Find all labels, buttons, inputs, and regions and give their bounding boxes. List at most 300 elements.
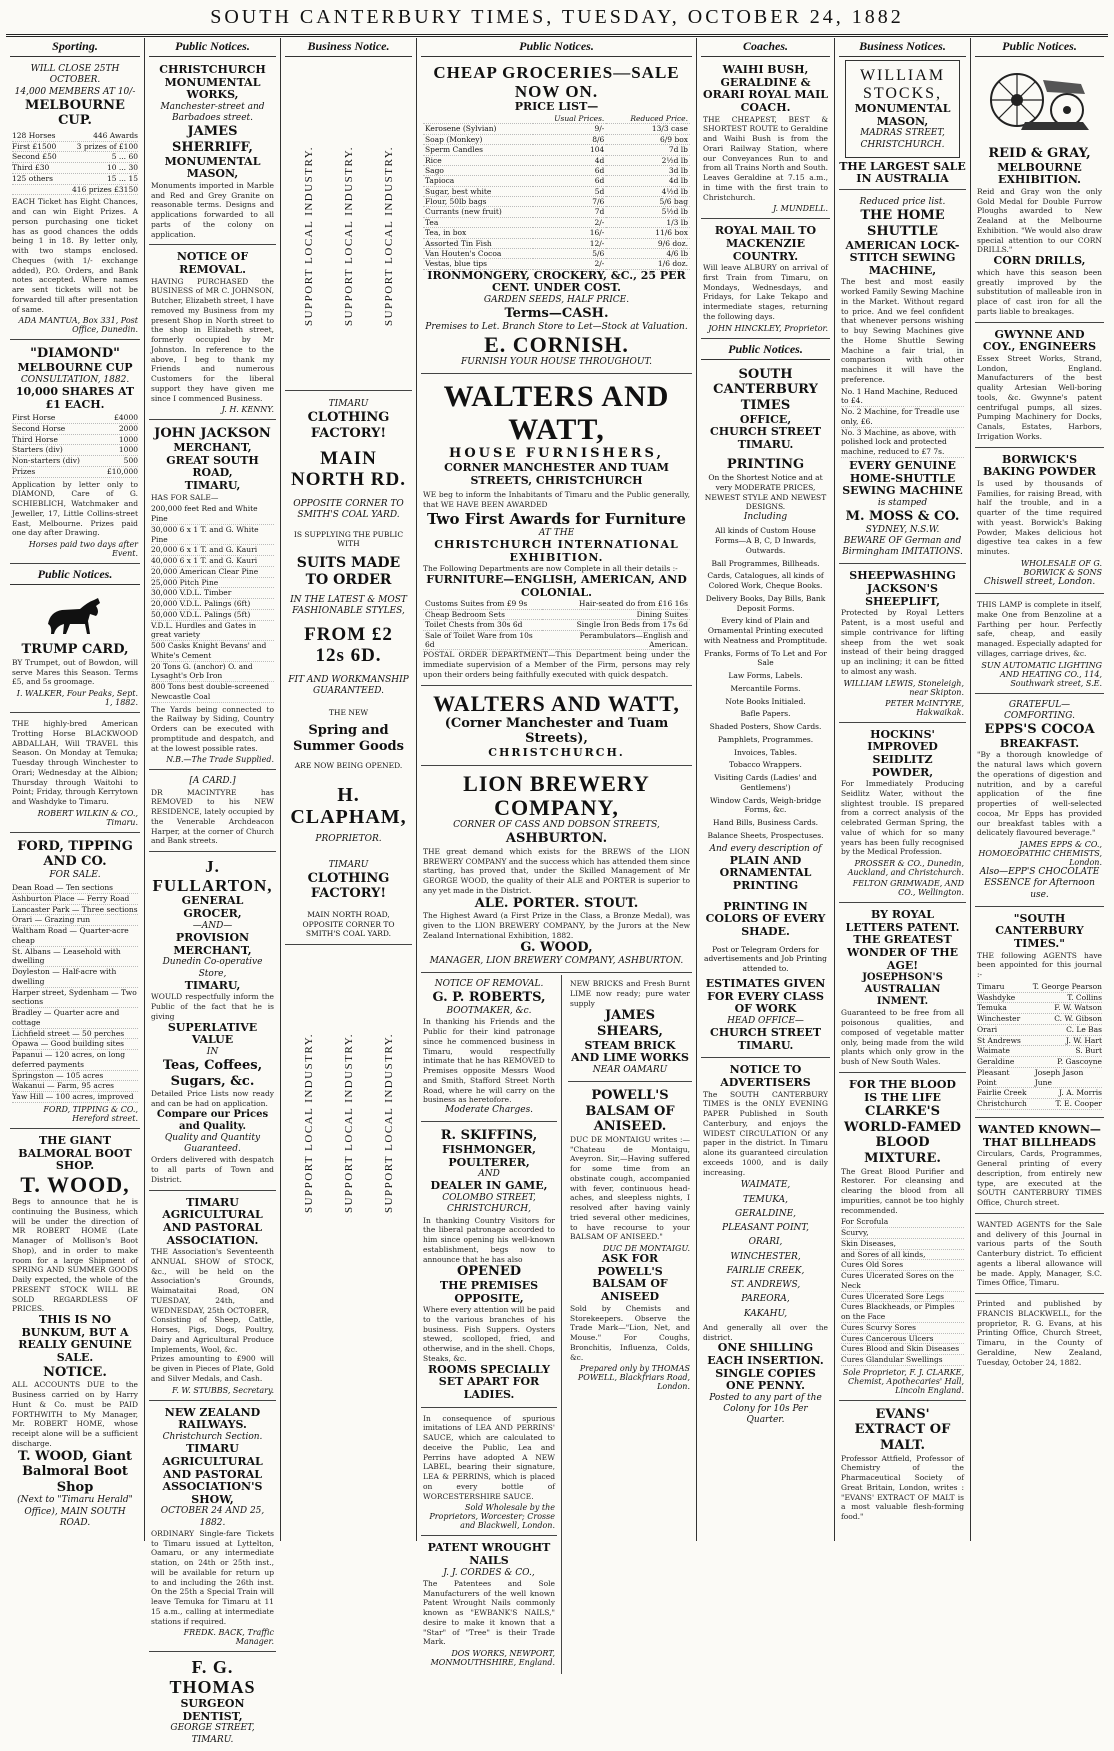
district-name: GERALDINE,: [734, 1208, 797, 1219]
diamond-table: [12, 413, 138, 478]
factory-road: MAIN NORTH RD.: [291, 448, 406, 491]
agent-row-cell: S. Burt: [1075, 1046, 1102, 1056]
waihi-title: WAIHI BUSH, GERALDINE & ORARI ROYAL MAIL COACH.: [703, 63, 828, 114]
factory-town: TIMARU: [328, 399, 369, 409]
price-row-cell: 5/6: [533, 248, 607, 258]
prize-row: [12, 163, 138, 174]
sauce-body: In consequence of spurious imitations of LEA AND PERRINS' SAUCE, which are calculated to deceive the Public, Lea and Perrins have adopted A NEW LABEL, bearing their signature, LEA & PERRINS, which is placed on every bottle of WORCESTERSHIRE SAUCE.: [423, 1413, 555, 1501]
printer-imprint: Printed and published by FRANCIS BLACKWELL, for the proprietor, R. G. Evans, at his Printing Office, Church Street, Timaru, in the County of Geraldine, New Zealand, Tuesday, October 24, 1882.: [977, 1299, 1102, 1367]
office-plain: PLAIN AND ORNAMENTAL PRINTING: [719, 853, 812, 893]
cure-item: Cures Blackheads, or Pimples on the Face: [841, 1302, 964, 1323]
hockins-title: HOCKINS' IMPROVED SEIDLITZ POWDER,: [867, 727, 938, 779]
clothing-factory-ad: [285, 390, 412, 945]
sheriff-body: Monuments imported in Marble and Red and Grey Granite on reasonable terms. Designs and applications forwarded to all parts of the colony on application.: [151, 180, 274, 239]
vertical-banner-bottom: [285, 947, 412, 1277]
cure-item: Cures Scurvy Sores: [841, 1323, 964, 1334]
prize-row-cell: Starters (div): [12, 445, 63, 455]
railways-title: NEW ZEALAND RAILWAYS.: [164, 1405, 261, 1432]
skiffins-sub: FISHMONGER, POULTERER,: [442, 1142, 536, 1169]
agri-body: THE Association's Seventeenth ANNUAL SHOW of STOCK, &c., will be held on the Association's Grounds, Waimataitai Road, ON TUESDAY, 24th, and WEDNESDAY, 25th OCTOBER,: [151, 1247, 274, 1315]
office-estimates: ESTIMATES GIVEN FOR EVERY CLASS OF WORK: [705, 976, 826, 1016]
office-and: And every description of: [709, 843, 822, 854]
shuttle-title: THE HOME SHUTTLE: [860, 208, 945, 239]
roberts-charges: Moderate Charges.: [444, 1105, 534, 1116]
walters2-title: WALTERS AND WATT,: [433, 690, 680, 716]
service-item: Note Books Initialed.: [725, 696, 806, 706]
timber-item: 800 Tons best double-screened Newcastle Coal: [151, 682, 274, 703]
price-row-cell: Usual Prices.: [533, 114, 607, 124]
macintyre-body: DR MACINTYRE has REMOVED to his NEW RESIDENCE, lately occupied by the Venerable Archdeacon Harper, at the corner of Church and Bank streets.: [151, 787, 274, 846]
cure-item: Cures Glandular Swellings: [841, 1355, 964, 1366]
nails-ad: [421, 1538, 557, 1672]
shuttle-sydney: SYDNEY, N.S.W.: [865, 524, 940, 535]
removal-sign: J. H. KENNY.: [221, 405, 274, 415]
agri-ad: [149, 1193, 276, 1401]
sheriff-pre: CHRISTCHURCH MONUMENTAL WORKS,: [159, 63, 266, 102]
walters-addr: CORNER MANCHESTER AND TUAM STREETS, CHRISTCHURCH: [444, 461, 669, 487]
timber-item: 30,000 V.D.L. Timber: [151, 588, 274, 599]
roberts-title: G. P. ROBERTS,: [432, 990, 546, 1006]
furniture-row-cell: Toilet Chests from 30s 6d: [423, 620, 542, 630]
price-row-cell: [423, 114, 533, 124]
prize-row-cell: 2000: [118, 423, 138, 433]
service-item: Law Forms, Labels.: [728, 671, 803, 681]
prize-row-cell: 10 ... 30: [106, 163, 138, 173]
prize-row-cell: £4000: [114, 413, 138, 423]
wanted-ad: [975, 1120, 1104, 1214]
price-row-cell: Rice: [423, 155, 533, 165]
furniture-row-cell: Perambulators—English and American.: [542, 630, 690, 650]
wanted-agents-ad: [975, 1216, 1104, 1294]
wood-body: Begs to announce that he is continuing the Business, which will be under the direction of MR ROBERT HOME (Late Manager of Mollison's Boot Shop), and in order to make room for a large Shipment of SPRING AND SUMMER GOODS Daily expected, the whole of the PRESENT STOCK WILL BE SOLD REGARDLESS OF PRICES.: [12, 1197, 138, 1314]
price-row-cell: 5½d lb: [606, 207, 690, 217]
agent-row-cell: C. W. Gibson: [1054, 1014, 1102, 1024]
waihi-coach-ad: [701, 60, 830, 219]
price-row: [423, 197, 690, 207]
price-row: [423, 217, 690, 227]
prize-row-cell: 3 prizes of £100: [76, 141, 138, 151]
service-item: Ball Programmes, Billheads.: [711, 558, 820, 568]
borwick-sign: WHOLESALE OF G. BORWICK & SONS: [1020, 558, 1102, 577]
stocks-logo-box: [845, 60, 960, 158]
price-row-cell: Kerosene (Sylvian): [423, 124, 533, 134]
sheepwash-sign-2: PETER McINTYRE, Hakwaikak.: [885, 698, 964, 717]
lion-sign-2: MANAGER, LION BREWERY COMPANY, ASHBURTON.: [429, 955, 684, 966]
prize-row-cell: Third Horse: [12, 434, 58, 444]
fullarton-body: WOULD respectfully inform the Public of the fact that he is giving: [151, 992, 274, 1021]
vertical-slogan: SUPPORT LOCAL INDUSTRY.: [342, 145, 355, 326]
shears-sub: STEAM BRICK AND LIME WORKS: [571, 1038, 689, 1065]
price-row-cell: Soap (Monkey): [423, 134, 533, 144]
office-church: CHURCH STREET TIMARU.: [709, 1026, 822, 1052]
price-row-cell: Reduced Price.: [606, 114, 690, 124]
thomas-ad: [149, 1654, 276, 1750]
wood-notice: NOTICE.: [43, 1364, 107, 1380]
diamond-sign: Horses paid two days after Event.: [28, 540, 138, 559]
cure-item: Skin Diseases,: [841, 1239, 964, 1250]
removal-ad: [149, 247, 276, 420]
price-row-cell: 6d: [533, 176, 607, 186]
factory-spring: Spring and Summer Goods: [293, 723, 404, 754]
price-row-cell: 1/3 lb: [606, 217, 690, 227]
sheriff-pre-2: Manchester-street and Barbadoes street.: [160, 101, 265, 124]
fullarton-town: TIMARU,: [184, 978, 241, 992]
furniture-row: [423, 599, 690, 609]
price-row: [423, 259, 690, 269]
price-row: [423, 176, 690, 186]
factory-proprietor-name: H. CLAPHAM,: [290, 784, 407, 829]
shears-name: JAMES SHEARS,: [597, 1008, 663, 1040]
price-row-cell: 13/3 case: [606, 124, 690, 134]
walters-exhibition: CHRISTCHURCH INTERNATIONAL EXHIBITION.: [434, 538, 679, 564]
josephson-body: Guaranteed to be free from all poisonous qualities, and composed of vegetable matter only, being made from the wild plants which only grow in the bush of New South Wales.: [841, 1008, 964, 1067]
price-row-cell: 104: [533, 145, 607, 155]
shuttle-sub: AMERICAN LOCK-STITCH SEWING MACHINE,: [845, 238, 960, 277]
agent-row-cell: Winchester: [977, 1014, 1021, 1024]
service-item: Shaded Posters, Show Cards.: [709, 722, 822, 732]
lion-sign: G. WOOD,: [520, 940, 593, 956]
notice-single: SINGLE COPIES ONE PENNY.: [715, 1366, 816, 1393]
walters-body: WE beg to inform the Inhabitants of Timaru and the Public generally, that WE HAVE BEEN AWARDED: [423, 490, 690, 510]
borwick-addr: Chiswell street, London.: [983, 576, 1096, 587]
prize-row-cell: 5 ... 60: [111, 152, 138, 162]
roberts-label: NOTICE OF REMOVAL.: [434, 979, 544, 990]
prize-row-cell: £10,000: [106, 466, 138, 476]
ford-title: FORD, TIPPING AND CO.: [17, 838, 133, 870]
furniture-row-cell: Cheap Bedroom Sets: [423, 609, 542, 619]
section-heading-coaches: Coaches.: [701, 38, 830, 57]
macintyre-ad: [149, 772, 276, 852]
district-name: WAIMATE,: [740, 1180, 791, 1191]
jackson-addr: GREAT SOUTH ROAD,: [166, 453, 259, 480]
lower-left: [421, 975, 562, 1674]
agents-list: [977, 982, 1102, 1110]
vertical-slogan: SUPPORT LOCAL INDUSTRY.: [342, 1033, 355, 1214]
property-listing: Lancaster Park — Three sections: [12, 904, 138, 914]
timber-item: 40,000 6 x 1 T. and G. Kauri: [151, 556, 274, 567]
district-name: KAKAHU,: [743, 1308, 788, 1319]
prize-row-cell: Second £50: [12, 152, 57, 162]
lion-sub: CORNER OF CASS AND DOBSON STREETS,: [453, 819, 660, 830]
service-item: Window Cards, Weigh-bridge Forms, &c.: [709, 795, 822, 815]
josephson-name: JOSEPHSON'S AUSTRALIAN INMENT.: [862, 972, 943, 1008]
roberts-body: In thanking his Friends and the Public for their kind patronage since he commenced business in Timaru, would respectfully intimate that he has REMOVED to Premises opposite Messrs Wood and Smith, Stafford Street North Road, where he will carry on the business as heretofore.: [423, 1017, 555, 1105]
office-head: HEAD OFFICE—: [727, 1015, 804, 1026]
jackson-sub: MERCHANT,: [173, 441, 252, 455]
fullarton-in: IN: [206, 1046, 219, 1057]
masthead-rule: [6, 34, 1108, 35]
price-row-cell: 7d lb: [606, 145, 690, 155]
shears-ad: [568, 975, 692, 1082]
cure-item: Cures Ulcerated Sore Legs: [841, 1292, 964, 1303]
ford-sub: FOR SALE.: [49, 869, 101, 880]
timber-item: 20,000 6 x 1 T. and G. Kauri: [151, 545, 274, 556]
office-including: Including: [743, 512, 788, 523]
price-row-cell: 7d: [533, 207, 607, 217]
lion-body: THE great demand which exists for the BREWS of the LION BREWERY COMPANY and the success which has attended them since starting, has proved that, under the Skilled Management of Mr GEORGE WOOD, the quality of their ALE and PORTER is superior to any yet made in the District.: [423, 846, 690, 895]
agent-row-cell: Fairlie Creek: [977, 1088, 1027, 1098]
skiffins-addr: COLOMBO STREET, CHRISTCHURCH,: [442, 1193, 536, 1215]
blood-title: CLARKE'S WORLD-FAMED BLOOD MIXTURE.: [844, 1104, 961, 1166]
waihi-sign: J. MUNDELL.: [772, 204, 828, 214]
railways-date: OCTOBER 24 AND 25, 1882.: [160, 1506, 265, 1528]
property-listing: Ashburton Place — Ferry Road: [12, 894, 138, 905]
reid-drills: CORN DRILLS,: [993, 254, 1086, 268]
removal-title: NOTICE OF REMOVAL.: [176, 250, 249, 277]
walters-awards: Two First Awards for Furniture: [427, 509, 686, 528]
section-heading-business-notices: Business Notices.: [839, 38, 966, 57]
prize-row-cell: Non-starters (div): [12, 456, 80, 466]
trump-body: BY Trumpet, out of Bowdon, will serve Mares this Season. Terms £5, and 5s groomage.: [12, 657, 138, 687]
section-heading-sporting: Sporting.: [10, 38, 140, 57]
agent-row-cell: Orari: [977, 1024, 998, 1034]
agent-row: [977, 1046, 1102, 1057]
agri-title: TIMARU AGRICULTURAL AND PASTORAL ASSOCIATION.: [162, 1195, 263, 1247]
railways-sign: FREDK. BACK, Traffic Manager.: [183, 1628, 274, 1647]
price-row-cell: 6/9 box: [606, 134, 690, 144]
factory-opposite: OPPOSITE CORNER TO SMITH'S COAL YARD.: [293, 499, 404, 521]
factory-road-2: MAIN NORTH ROAD,: [307, 909, 390, 919]
prize-row: [12, 131, 138, 142]
agent-row: [977, 1025, 1102, 1036]
timber-item: 30,000 6 x 1 T. and G. White Pine: [151, 525, 274, 546]
agent-row-cell: Christchurch: [977, 1099, 1027, 1109]
district-name: PAREORA,: [741, 1294, 790, 1305]
agent-row: [977, 1003, 1102, 1014]
thomas-title: F. G. THOMAS: [169, 1657, 256, 1698]
price-row-cell: 6d: [533, 165, 607, 175]
walters-furniture: FURNITURE—ENGLISH, AMERICAN, AND COLONIAL.: [426, 573, 687, 599]
sheepwash-title: SHEEPWASHING JACKSON'S SHEEPLIFT,: [849, 569, 956, 608]
diamond-line: CONSULTATION, 1882.: [20, 374, 130, 385]
walters-title: WALTERS AND WATT,: [443, 380, 670, 447]
agents-title: "SOUTH CANTERBURY TIMES.": [995, 911, 1084, 951]
price-row: [423, 124, 690, 134]
cure-item: For Scrofula: [841, 1217, 964, 1228]
blackwood-ad: [10, 715, 140, 833]
price-row-cell: 4/6 lb: [606, 248, 690, 258]
price-row-cell: Vestas, blue tips: [423, 259, 533, 269]
cure-item: Cures Blood and Skin Diseases: [841, 1344, 964, 1355]
agent-row-cell: St Andrews: [977, 1035, 1021, 1045]
column-2: [145, 38, 280, 1745]
prize-row-cell: First £1500: [12, 141, 57, 151]
prize-table: [12, 131, 138, 196]
prize-row-cell: First Horse: [12, 413, 56, 423]
stocks-foot: THE LARGEST SALE IN AUSTRALIA: [839, 161, 966, 190]
office-body: On the Shortest Notice and at very MODERATE PRICES, NEWEST STYLE AND NEWEST DESIGNS.: [704, 473, 827, 512]
royal-title: ROYAL MAIL TO MACKENZIE COUNTRY.: [714, 224, 817, 263]
section-heading-public-notices: Public Notices.: [10, 566, 140, 585]
cup-title: MELBOURNE CUP.: [25, 97, 125, 129]
price-row: [423, 114, 690, 124]
epps-ad: [975, 696, 1104, 907]
railways-title-2: TIMARU AGRICULTURAL AND PASTORAL ASSOCIATION'S SHOW,: [162, 1442, 263, 1506]
blood-body: The Great Blood Purifier and Restorer. For cleansing and clearing the blood from all impurities, cannot be too highly recommended.: [841, 1166, 964, 1215]
district-name: FAIRLIE CREEK,: [726, 1265, 805, 1276]
shuttle-body: The best and most easily worked Family Sewing Machine in the Market. Without regard to price. And we feel confident that whenever persons wishing to buy Sewing Machines give the Home Shuttle Sewing Machine a fair trial, in comparison with other machines it will have the preference.: [841, 277, 964, 384]
agri-body-2: Prizes amounting to £900 will be given in Pieces of Plate, Gold and Silver Medals, and Cash.: [151, 1354, 274, 1383]
shuttle-models: [841, 387, 964, 458]
times-office-ad: [701, 363, 830, 1059]
skiffins-ad: [421, 1124, 557, 1407]
shuttle-price: Reduced price list.: [859, 197, 946, 208]
hockins-sign-2: FELTON GRIMWADE, AND CO., Wellington.: [852, 879, 964, 898]
hockins-body: For Immediately Producing Seidlitz Water, without the slightest trouble. IS prepared from a correct analysis of the celebrated German Spring, the value of which for so many years has been fully recognised by the Medical Profession.: [841, 779, 964, 857]
fullarton-cta: Compare our Prices and Quality.: [156, 1108, 269, 1132]
furniture-row-cell: Single Iron Beds from 17s 6d: [542, 620, 690, 630]
blood-sign: Sole Proprietor, F. J. CLARKE, Chemist, Apothecaries' Hall, Lincoln England.: [842, 1367, 964, 1395]
gwynne-title: GWYNNE AND COY., ENGINEERS: [982, 327, 1097, 354]
jackson-body: The Yards being connected to the Railway by Siding, Country Orders can be executed with promptitude and despatch, and at the lowest possible rates.: [151, 704, 274, 753]
service-item: Mercantile Forms.: [730, 683, 801, 693]
agent-row-cell: T. Collins: [1067, 992, 1102, 1002]
sheepwash-ad: [839, 566, 966, 722]
prize-row-cell: 1000: [118, 445, 138, 455]
fullarton-body-2: Detailed Price Lists now ready and can be had on application.: [151, 1089, 274, 1109]
walters-depts: The Following Departments are now Complete in all their details :-: [423, 564, 678, 574]
factory-opposite-2: OPPOSITE CORNER TO SMITH'S COAL YARD.: [302, 919, 395, 939]
timber-item: 25,000 Pitch Pine: [151, 578, 274, 589]
roberts-ad: [421, 975, 557, 1122]
diamond-shares: 10,000 SHARES AT £1 EACH.: [15, 384, 135, 411]
fullarton-and: —AND—: [192, 920, 233, 931]
fullarton-goods: Teas, Coffees, Sugars, &c.: [162, 1058, 263, 1089]
blackwood-body: THE highly-bred American Trotting Horse BLACKWOOD ABDALLAH, Will TRAVEL this Season. On Monday at Temuka; Tuesday through Winchester to Orari; Wednesday at the Albion; Thursday through Waitohi to Point; Friday, through Kerrytown and Washdyke to Timaru.: [12, 719, 138, 807]
wood-footer-2: (Next to "Timaru Herald" Office), MAIN SOUTH ROAD.: [17, 1495, 133, 1528]
factory-supplying: IS SUPPLYING THE PUBLIC WITH: [293, 529, 404, 549]
groceries-sub: PRICE LIST—: [514, 100, 599, 114]
epps-also: Also—EPP'S CHOCOLATE ESSENCE for Afternoon use.: [979, 867, 1100, 900]
epps-title: EPPS'S COCOA: [984, 722, 1095, 738]
service-item: Hand Bills, Business Cards.: [712, 818, 819, 828]
royal-mail-ad: [701, 221, 830, 338]
roberts-sub: BOOTMAKER, &c.: [446, 1006, 532, 1017]
price-row-cell: 4d lb: [606, 176, 690, 186]
wood-footer: T. WOOD, Giant Balmoral Boot Shop: [17, 1448, 133, 1495]
masthead: SOUTH CANTERBURY TIMES, TUESDAY, OCTOBER 24, 1882: [210, 6, 904, 28]
railways-body: ORDINARY Single-fare Tickets to Timaru issued at Lyttelton, Oamaru, or any intermediate station, on 24th or 25th inst., will be available for return up to and including the 26th inst. On the 25th a Special Train will leave Temuka for Timaru at 11 15 a.m., calling at intermediate stations if required.: [151, 1528, 274, 1626]
price-row-cell: Assorted Tin Fish: [423, 238, 533, 248]
powell-body-2: Sold by Chemists and Storekeepers. Observe the Trade Mark—"Lion, Net, and Mouse." For Coughs, Bronchitis, Influenza, Colds, &c.: [570, 1303, 690, 1362]
property-listing: Opawa — Good building sites: [12, 1039, 138, 1050]
timber-item: 50,000 V.D.L. Palings (5ft): [151, 610, 274, 621]
jackson-items: [151, 504, 274, 702]
agents-ad: [975, 909, 1104, 1118]
nails-sign: DOS WORKS, NEWPORT, MONMOUTHSHIRE, England.: [430, 1649, 555, 1668]
price-row: [423, 155, 690, 165]
service-item: All kinds of Custom House Forms—A B, C, D Inwards, Outwards.: [714, 526, 817, 555]
prize-row: [12, 185, 138, 196]
price-row-cell: 5d: [533, 186, 607, 196]
epps-sub: BREAKFAST.: [999, 736, 1080, 750]
property-listing: St. Albans — Leasehold with dwelling: [12, 947, 138, 968]
furniture-row: [423, 609, 690, 619]
agent-row: [977, 982, 1102, 993]
vertical-slogan: SUPPORT LOCAL INDUSTRY.: [382, 145, 395, 326]
gwynne-ad: [975, 325, 1104, 448]
members-line: 14,000 MEMBERS AT 10/-: [14, 86, 136, 97]
timber-item: V.D.L. Hurdles and Gates in great variety: [151, 621, 274, 642]
borwick-body: Is used by thousands of Families, for raising Bread, with half the trouble, and in a quarter of the time required with yeast. Borwick's Baking Powder, Makes delicious hot digestive tea cakes in a few minutes.: [977, 478, 1102, 557]
blackwood-sign: ROBERT WILKIN & CO., Timaru.: [37, 808, 138, 827]
close-date: WILL CLOSE 25TH OCTOBER.: [30, 64, 120, 86]
shears-place: NEAR OAMARU: [592, 1064, 668, 1075]
vertical-slogan: SUPPORT LOCAL INDUSTRY.: [302, 1033, 315, 1214]
timber-item: 200,000 feet Red and White Pine: [151, 504, 274, 525]
office-addr: CHURCH STREET TIMARU.: [709, 425, 822, 451]
agent-row-cell: Waimate: [977, 1046, 1010, 1056]
lion-products: ALE. PORTER. STOUT.: [474, 895, 639, 911]
railways-ad: [149, 1403, 276, 1653]
price-row-cell: 12/-: [533, 238, 607, 248]
price-row: [423, 145, 690, 155]
column-1: [6, 38, 144, 1541]
sauce-sign: Sold Wholesale by the Proprietors, Worcester; Crosse and Blackwell, London.: [429, 1503, 555, 1531]
price-row-cell: Sperm Candles: [423, 145, 533, 155]
trump-card-ad: [10, 588, 140, 713]
blood-lead: FOR THE BLOOD IS THE LIFE: [849, 1077, 956, 1104]
malt-ad: [839, 1403, 966, 1527]
price-row: [423, 165, 690, 175]
prize-row-cell: 416 prizes £3150: [72, 184, 138, 194]
section-heading-business-notice: Business Notice.: [285, 38, 412, 57]
timber-item: 500 Casks Knight Bevans' and White's Cement: [151, 641, 274, 662]
price-table: [423, 114, 690, 270]
factory-town-2: TIMARU: [328, 859, 369, 870]
agent-row-cell: T. E. Cooper: [1055, 1099, 1102, 1109]
notice-title: NOTICE TO ADVERTISERS: [720, 1063, 811, 1089]
price-row-cell: Sugar, best white: [423, 186, 533, 196]
agent-row-cell: J. A. Morris: [1059, 1088, 1102, 1098]
section-heading-public-notices: Public Notices.: [701, 341, 830, 360]
blood-cures: [841, 1217, 964, 1366]
jackson-sign: N.B.—The Trade Supplied.: [166, 755, 274, 765]
skiffins-rooms: ROOMS SPECIALLY SET APART FOR LADIES.: [428, 1362, 550, 1401]
price-row-cell: Tea, in box: [423, 228, 533, 238]
skiffins-and: AND: [478, 1169, 500, 1180]
reid-body: Reid and Gray won the only Gold Medal for Double Furrow Ploughs awarded to New Zealand at the Melbourne Exhibition. "We would also draw special attention to our CORN DRILLS.": [977, 186, 1102, 255]
waihi-body: THE CHEAPEST, BEST & SHORTEST ROUTE to Geraldine and Waihi Bush is from the Orari Railway Station, where our Conveyances Run to and from all Trains North and South. Leaves Geraldine at 7.15 a.m., in time with the first train to Christchurch.: [703, 114, 828, 202]
price-row-cell: Tapioca: [423, 176, 533, 186]
powell-sign-2: Prepared only by THOMAS POWELL, Blackfriars Road, London.: [577, 1364, 690, 1392]
walters-items: [423, 599, 690, 650]
wanted-title: WANTED KNOWN—THAT BILLHEADS: [978, 1122, 1101, 1149]
walters-watt-ad: [421, 376, 692, 685]
sheepwash-sign: WILLIAM LEWIS, Stoneleigh, near Skipton.: [843, 678, 964, 697]
service-item: Bafle Papers.: [740, 709, 791, 719]
vertical-slogan: SUPPORT LOCAL INDUSTRY.: [302, 145, 315, 326]
thomas-sub: SURGEON DENTIST,: [180, 1697, 245, 1723]
price-row-cell: 4½d lb: [606, 186, 690, 196]
agent-row-cell: P. Gascoyne: [1057, 1057, 1102, 1067]
cure-item: Cures Cancerous Ulcers: [841, 1334, 964, 1345]
agent-row-cell: Temuka: [977, 1003, 1007, 1013]
lamp-sign: SUN AUTOMATIC LIGHTING AND HEATING CO., 114, Southwark street, S.E.: [981, 660, 1102, 688]
agent-row-cell: Timaru: [977, 981, 1005, 991]
office-title: SOUTH CANTERBURY TIMES: [713, 366, 818, 413]
fullarton-title: J. FULLARTON,: [152, 857, 273, 895]
office-sub: OFFICE,: [739, 412, 792, 426]
sauce-ad: [421, 1410, 557, 1537]
furnish-line: FURNISH YOUR HOUSE THROUGHOUT.: [461, 357, 652, 368]
price-row-cell: 2/-: [533, 217, 607, 227]
jackson-ad: [149, 422, 276, 770]
factory-new: THE NEW: [328, 707, 369, 717]
price-row-cell: 2½d lb: [606, 155, 690, 165]
service-item: Franks, Forms of To Let and For Sale: [704, 648, 827, 668]
prize-row-cell: 128 Horses: [12, 130, 56, 140]
